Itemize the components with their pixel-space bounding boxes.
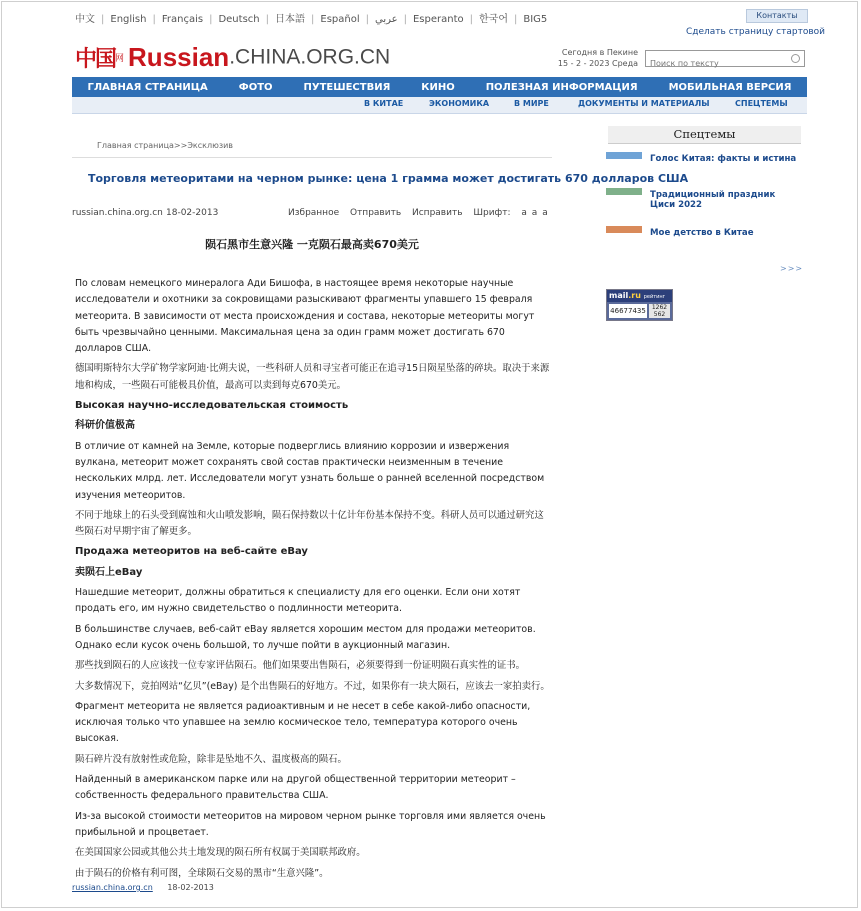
font-size-large[interactable]: a — [542, 208, 548, 218]
language-link[interactable]: 한국어 — [479, 14, 508, 25]
language-link[interactable]: English — [110, 14, 147, 25]
article-tools — [288, 208, 550, 218]
language-separator: | — [469, 14, 474, 25]
counter-brand — [607, 290, 672, 302]
article-paragraph: 陨石碎片没有放射性或危险，除非是坠地不久、温度极高的陨石。 — [75, 753, 347, 765]
sidebar-link[interactable]: Мое детство в Китае — [650, 228, 754, 238]
sidebar-item[interactable] — [606, 152, 806, 182]
article-paragraph: 在美国国家公园或其他公共土地发现的陨石所有权属于美国联邦政府。 — [75, 847, 366, 859]
article-body — [75, 276, 553, 886]
logo-domain: .CHINA.ORG.CN — [229, 45, 391, 69]
article-date: 18-02-2013 — [166, 208, 219, 218]
sidebar-link[interactable]: Традиционный праздник Циси 2022 — [650, 190, 776, 210]
article-paragraph: В большинстве случаев, веб-сайт eBay является хорошим местом для продажи метеоритов. Однако если кусок очень большой, то лучше пойти в аукционный магазин. — [75, 623, 536, 651]
sub-nav-item[interactable]: СПЕЦТЕМЫ — [735, 99, 788, 108]
language-separator: | — [152, 14, 156, 25]
counter-rating-label: рейтинг — [643, 294, 666, 300]
beijing-date — [553, 47, 638, 69]
footer-source-link[interactable]: russian.china.org.cn — [72, 883, 153, 892]
main-nav-item[interactable]: КИНО — [421, 81, 455, 93]
article-source: russian.china.org.cn — [72, 208, 163, 218]
counter-value-2: 1262 — [651, 304, 668, 311]
sidebar-thumbnail[interactable] — [606, 152, 642, 159]
correct-link[interactable]: Исправить — [412, 208, 463, 218]
main-nav-item[interactable]: ПУТЕШЕСТВИЯ — [303, 81, 391, 93]
counter-brand-ru: .ru — [628, 291, 641, 300]
language-separator: | — [514, 14, 518, 25]
main-nav-item[interactable]: ПОЛЕЗНАЯ ИНФОРМАЦИЯ — [485, 81, 638, 93]
sidebar-item[interactable] — [606, 226, 806, 256]
sub-nav-item[interactable]: В МИРЕ — [514, 99, 549, 108]
font-size-medium[interactable]: a — [531, 208, 538, 218]
search-box — [645, 50, 805, 67]
sub-nav-item[interactable]: ДОКУМЕНТЫ И МАТЕРИАЛЫ — [578, 99, 710, 108]
language-link[interactable]: BIG5 — [523, 14, 548, 25]
sidebar-heading: Спецтемы — [608, 126, 801, 144]
article-subheading: Высокая научно-исследовательская стоимость — [75, 400, 349, 412]
sidebar-thumbnail[interactable] — [606, 226, 642, 233]
article-meta — [72, 208, 548, 218]
logo-russian: Russian — [128, 42, 230, 72]
sidebar-link[interactable]: Голос Китая: факты и истина — [650, 154, 797, 164]
font-label: Шрифт: — [473, 208, 511, 218]
sub-nav-item[interactable]: В КИТАЕ — [364, 99, 404, 108]
send-link[interactable]: Отправить — [349, 208, 402, 218]
breadcrumb-bar — [72, 139, 552, 158]
article-paragraph: 由于陨石的价格有利可图，全球陨石交易的黑市“生意兴隆”。 — [75, 867, 329, 879]
sidebar-thumbnail[interactable] — [606, 188, 642, 195]
more-link[interactable]: >>> — [780, 264, 804, 273]
article-paragraph: В отличие от камней на Земле, которые подверглись влиянию коррозии и извержения вулкана, метеорит может сохранять свой состав практически неизменным в течение нескольких млрд. лет. Исследователи могут узнать больше о ранней вселенной посредством изучения метеоритов. — [75, 440, 545, 501]
search-icon[interactable] — [791, 54, 800, 63]
article-paragraph: Найденный в американском парке или на другой общественной территории метеорит – собственность федерального правительства США. — [75, 774, 516, 802]
logo-wang: 网 — [115, 54, 125, 64]
counter-secondary — [649, 304, 670, 318]
article-paragraph: 那些找到陨石的人应该找一位专家评估陨石。他们如果要出售陨石，必须要得到一份证明陨石真实性的证书。 — [75, 660, 526, 672]
counter-value-3: 562 — [653, 311, 666, 318]
footer-date: 18-02-2013 — [167, 883, 214, 892]
counter-brand-mail: mail — [609, 291, 629, 300]
article-paragraph: Нашедшие метеорит, должны обратиться к специалисту для его оценки. Если они хотят продать его, им нужно свидетельство о подлинности метеорита. — [75, 587, 521, 615]
chinese-title: 陨石黑市生意兴隆 一克陨石最高卖670美元 — [205, 238, 419, 251]
article-paragraph: 大多数情况下，竞拍网站“亿贝”(eBay) 是个出售陨石的好地方。不过，如果你有一块大陨石，应该去一家拍卖行。 — [75, 680, 550, 692]
language-bar — [75, 10, 547, 25]
sidebar-item[interactable] — [606, 188, 806, 218]
language-link[interactable]: 中文 — [75, 14, 95, 25]
language-separator: | — [403, 14, 407, 25]
main-nav-item[interactable]: ФОТО — [238, 81, 273, 93]
date-label: Сегодня в Пекине — [561, 48, 638, 57]
favorite-link[interactable]: Избранное — [288, 208, 340, 218]
search-input[interactable] — [646, 56, 784, 71]
language-separator: | — [209, 14, 213, 25]
main-nav-item[interactable]: МОБИЛЬНАЯ ВЕРСИЯ — [668, 81, 792, 93]
language-link[interactable]: 日本語 — [275, 14, 305, 25]
language-separator: | — [311, 14, 315, 25]
counter-value: 46677435 — [609, 304, 647, 318]
date-value: 15 - 2 - 2023 Среда — [557, 59, 638, 68]
language-separator: | — [365, 14, 369, 25]
article-footer — [72, 883, 214, 892]
contacts-button[interactable]: Контакты — [746, 9, 808, 23]
article-title: Торговля метеоритами на черном рынке: цена 1 грамма может достигать 670 долларов США — [88, 172, 689, 185]
article-paragraph: 不同于地球上的石头受到腐蚀和火山喷发影响，陨石保持数以十亿计年份基本保持不变。科研人员可以通过研究这些陨石对早期宇宙了解更多。 — [75, 509, 544, 538]
article-paragraph: Фрагмент метеорита не является радиоактивным и не несет в себе какой-либо опасности, исключая только что упавшее на землю космическое тело, температура которого очень высокая. — [75, 700, 531, 745]
language-link[interactable]: Français — [161, 14, 204, 25]
sub-nav-item[interactable]: ЭКОНОМИКА — [429, 99, 490, 108]
language-link[interactable]: Español — [320, 14, 360, 25]
font-size-small[interactable]: a — [521, 208, 527, 218]
article-subheading: 卖陨石上eBay — [75, 566, 143, 578]
site-logo[interactable] — [75, 42, 390, 72]
language-link[interactable]: Deutsch — [218, 14, 260, 25]
sub-nav — [72, 97, 807, 114]
language-separator: | — [265, 14, 269, 25]
set-start-page-link[interactable]: Сделать страницу стартовой — [686, 27, 826, 37]
language-link[interactable]: عربي — [375, 14, 398, 25]
mailru-counter[interactable] — [606, 289, 673, 321]
article-paragraph: Из-за высокой стоимости метеоритов на мировом черном рынке торговля ими является очень прибыльной и процветает. — [75, 810, 546, 838]
breadcrumb[interactable]: Главная страница>>Эксклюзив — [97, 141, 233, 150]
language-link[interactable]: Esperanto — [412, 14, 464, 25]
language-separator: | — [101, 14, 105, 25]
article-paragraph: 德国明斯特尔大学矿物学家阿迪·比朔夫说，一些科研人员和寻宝者可能正在追寻15日陨星坠落的碎块。取决于来源地和构成，一些陨石可能极具价值，最高可以卖到每克670美元。 — [75, 363, 550, 391]
article-subheading: Продажа метеоритов на веб-сайте eBay — [75, 546, 308, 558]
article-subheading: 科研价值极高 — [75, 420, 135, 432]
article-paragraph: По словам немецкого минералога Ади Бишофа, в настоящее время некоторые научные исследователи и охотники за сокровищами разыскивают фрагменты упавшего 15 февраля метеорита. В зависимости от места происхождения и состава, некоторые метеориты могут быть чрезвычайно ценными. Максимальная цена за один грамм может достигать 670 долларов США. — [75, 278, 535, 355]
logo-chinese: 中国 — [75, 46, 116, 72]
main-nav-item[interactable]: ГЛАВНАЯ СТРАНИЦА — [87, 81, 208, 93]
main-nav — [72, 77, 807, 97]
